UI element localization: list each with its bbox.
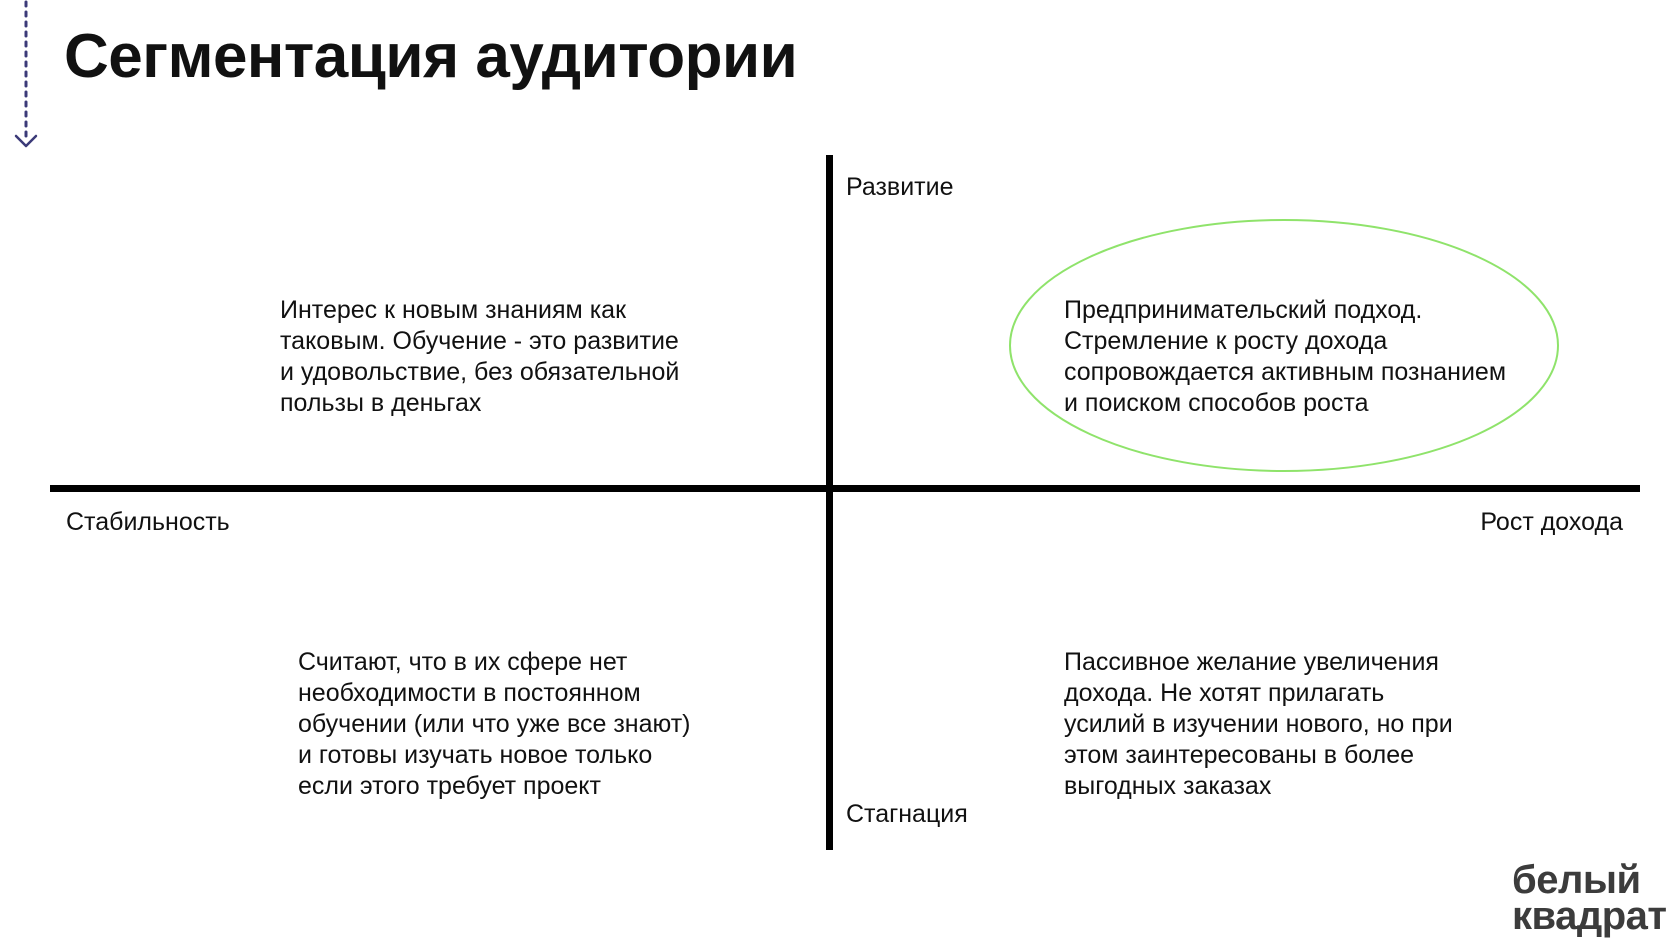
- horizontal-axis: [50, 485, 1640, 492]
- vertical-axis: [826, 155, 833, 850]
- page-title: Сегментация аудитории: [64, 22, 798, 91]
- logo-line-1: белый: [1512, 858, 1641, 902]
- axis-label-bottom: Стагнация: [846, 800, 968, 828]
- quadrant-bottom-right-text: Пассивное желание увеличения дохода. Не хотят прилагать усилий в изучении нового, но при этом заинтересованы в более выгодных заказах: [1064, 648, 1453, 800]
- dotted-down-arrow-icon: [10, 0, 42, 160]
- quadrant-bottom-left-text: Считают, что в их сфере нет необходимости в постоянном обучении (или что уже все знают) и готовы изучать новое только если этого требует проект: [298, 648, 691, 800]
- logo-line-2: квадрат: [1512, 894, 1667, 938]
- brand-logo: [1512, 858, 1667, 938]
- axis-label-left: Стабильность: [66, 508, 230, 536]
- axis-label-right: Рост дохода: [1480, 508, 1623, 536]
- quadrant-top-right-text: Предпринимательский подход. Стремление к росту дохода сопровождается активным познанием и поиском способов роста: [1064, 296, 1507, 417]
- axis-label-top: Развитие: [846, 173, 954, 201]
- quadrant-top-left-text: Интерес к новым знаниям как таковым. Обучение - это развитие и удовольствие, без обязательной пользы в деньгах: [280, 296, 680, 417]
